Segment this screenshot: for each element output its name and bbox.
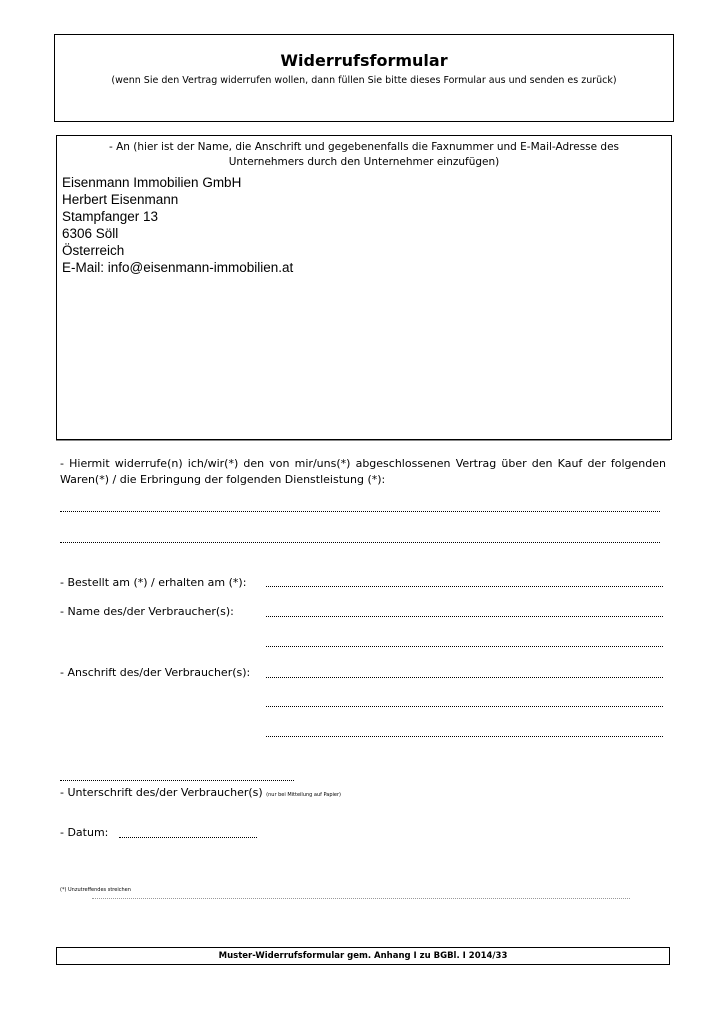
recipient-line-person: Herbert Eisenmann: [62, 192, 179, 207]
ordered-field[interactable]: [266, 586, 663, 587]
recipient-line-country: Österreich: [62, 243, 125, 258]
footnote: (*) Unzutreffendes streichen: [60, 887, 131, 893]
signature-field[interactable]: [60, 780, 294, 781]
footnote-rule: [92, 898, 630, 899]
declaration-text: - Hiermit widerrufe(n) ich/wir(*) den von mir/uns(*) abgeschlossenen Vertrag über den Kauf der folgenden Waren(*) / die Erbringung der folgenden Dienstleistung (*):: [60, 457, 666, 486]
date-field[interactable]: [119, 837, 257, 838]
recipient-hint: - An (hier ist der Name, die Anschrift und gegebenenfalls die Faxnummer und E-Mail-Adresse des Unternehmers durch den Unternehmer einzufügen): [108, 141, 620, 168]
address-field-2[interactable]: [266, 706, 663, 707]
form-title: Widerrufsformular: [280, 51, 448, 70]
name-field-2[interactable]: [266, 646, 663, 647]
name-field-1[interactable]: [266, 616, 663, 617]
recipient-line-email: E-Mail: info@eisenmann-immobilien.at: [62, 260, 294, 275]
address-label: - Anschrift des/der Verbraucher(s):: [60, 666, 251, 679]
recipient-line-city: 6306 Söll: [62, 226, 119, 241]
ordered-label: - Bestellt am (*) / erhalten am (*):: [60, 576, 247, 589]
address-field-3[interactable]: [266, 736, 663, 737]
address-field-1[interactable]: [266, 677, 663, 678]
goods-line-2[interactable]: [60, 542, 660, 543]
goods-line-1[interactable]: [60, 511, 660, 512]
signature-label-text: - Unterschrift des/der Verbraucher(s): [60, 786, 263, 799]
footer-text: Muster-Widerrufsformular gem. Anhang I zu BGBl. I 2014/33: [218, 951, 508, 961]
recipient-line-street: Stampfanger 13: [62, 209, 159, 224]
name-label: - Name des/der Verbraucher(s):: [60, 605, 234, 618]
form-subtitle: (wenn Sie den Vertrag widerrufen wollen, dann füllen Sie bitte dieses Formular aus und senden es zurück): [111, 75, 617, 86]
date-label: - Datum:: [60, 826, 109, 839]
recipient-shadow-rule: [56, 440, 670, 441]
recipient-address: [57, 170, 671, 276]
signature-label: [60, 786, 341, 799]
recipient-box: [56, 135, 672, 440]
footer-box: [56, 947, 670, 965]
title-box: [54, 34, 674, 122]
recipient-line-company: Eisenmann Immobilien GmbH: [62, 175, 242, 190]
signature-note: (nur bei Mitteilung auf Papier): [266, 792, 341, 798]
